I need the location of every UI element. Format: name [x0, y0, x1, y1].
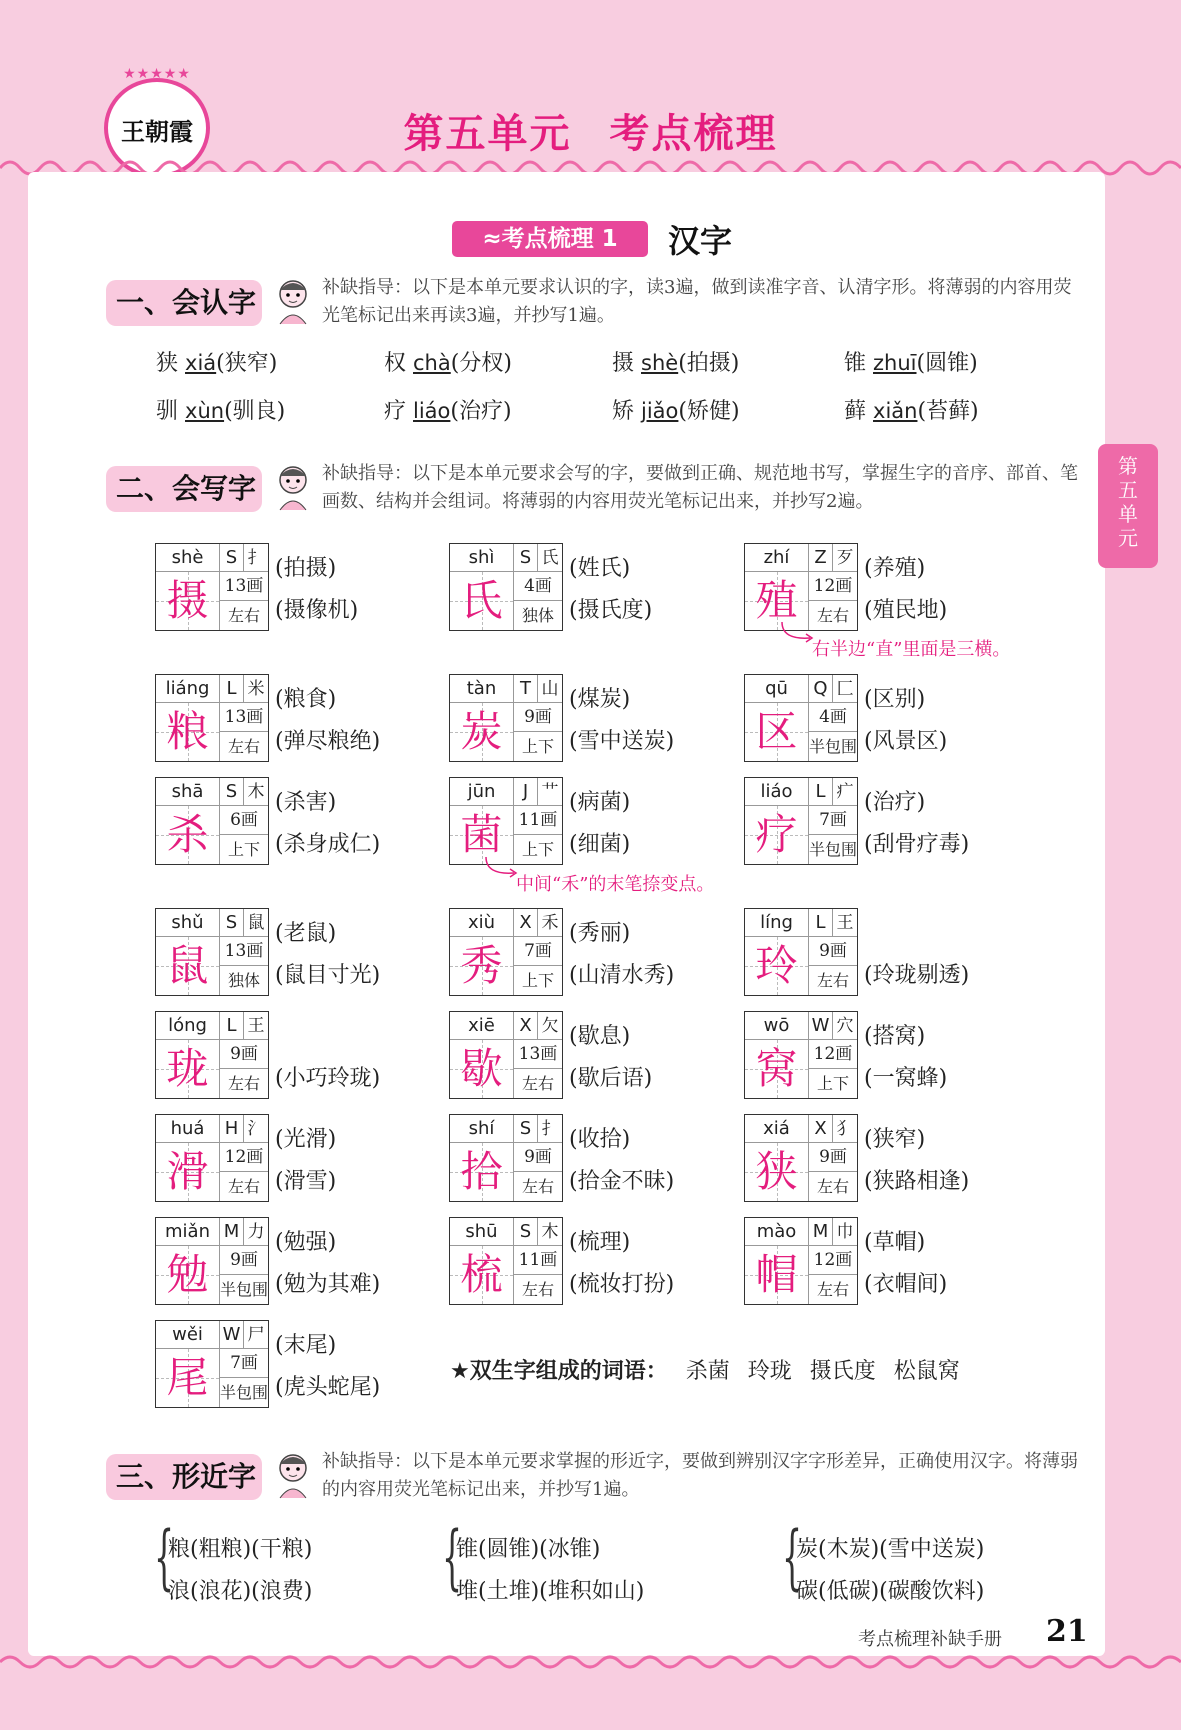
rec-pinyin: xiǎn [873, 399, 918, 423]
card-strokes: 9画 [220, 1246, 268, 1275]
card-initial: S [220, 909, 244, 937]
card-word: (煤炭) [569, 687, 631, 712]
card-char-text: 窝 [755, 1044, 798, 1093]
card-word: (收拾) [569, 1127, 631, 1152]
card-structure: 上下 [816, 1074, 849, 1093]
footer-title: 考点梳理补缺手册 [858, 1629, 1002, 1650]
card-initial: L [220, 675, 244, 703]
char-card [449, 908, 563, 996]
char-card [155, 1114, 269, 1202]
char-card [744, 674, 858, 762]
double-word: 摄氏度 [809, 1359, 876, 1384]
card-word: (杀害) [275, 790, 337, 815]
rec-char: 疗 [384, 399, 407, 424]
part1-heading: 一、会认字 [106, 280, 262, 326]
card-radical: 力 [244, 1218, 268, 1246]
char-card [449, 1011, 563, 1099]
kid-icon [272, 276, 314, 326]
card-structure: 左右 [816, 1280, 849, 1299]
card-radical: 木 [538, 1218, 562, 1246]
card-pinyin: shì [450, 544, 514, 572]
card-strokes: 9画 [809, 937, 857, 966]
double-char-label: ★双生字组成的词语： [450, 1359, 668, 1384]
part3-guide: 补缺指导：以下是本单元要求掌握的形近字，要做到辨别汉字字形差异，正确使用汉字。将薄弱的内容用荧光笔标记出来，并抄写1遍。 [322, 1451, 1078, 1500]
rec-pinyin: shè [641, 351, 679, 375]
card-char-text: 帽 [755, 1250, 798, 1299]
card-char [156, 937, 220, 995]
char-card [449, 777, 563, 865]
card-radical: 扌 [244, 544, 268, 572]
char-card [449, 1114, 563, 1202]
card-word: (梳妆打扮) [569, 1272, 675, 1297]
card-structure: 左右 [227, 737, 260, 756]
card-word: (歇后语) [569, 1066, 653, 1091]
card-strokes: 7画 [220, 1349, 268, 1378]
char-card [744, 1217, 858, 1305]
card-initial: L [220, 1012, 244, 1040]
tip-note: 右半边“直”里面是三横。 [812, 639, 1011, 660]
card-strokes: 7画 [809, 806, 857, 835]
char-card [155, 1011, 269, 1099]
card-radical: 歹 [833, 544, 857, 572]
card-char [156, 703, 220, 761]
rec-word: (矫健) [678, 399, 740, 424]
card-char-text: 拾 [460, 1147, 503, 1196]
card-initial: S [514, 1115, 538, 1143]
rec-word: (拍摄) [678, 351, 740, 376]
card-char-text: 珑 [166, 1044, 209, 1093]
char-card [155, 777, 269, 865]
similar-char-line: 堆(土堆)(堆积如山) [456, 1579, 645, 1604]
char-card [155, 674, 269, 762]
card-word: (粮食) [275, 687, 337, 712]
card-pinyin: shǔ [156, 909, 220, 937]
card-structure: 左右 [521, 1177, 554, 1196]
card-char-text: 菌 [460, 810, 503, 859]
card-word: (勉为其难) [275, 1272, 381, 1297]
card-strokes: 4画 [809, 703, 857, 732]
card-pinyin: wō [745, 1012, 809, 1040]
page-number: 21 [1046, 1614, 1088, 1649]
double-word: 杀菌 [685, 1359, 730, 1384]
double-word: 松鼠窝 [893, 1359, 960, 1384]
rec-pinyin: chà [413, 351, 451, 375]
card-strokes: 13画 [220, 703, 268, 732]
card-strokes: 9画 [809, 1143, 857, 1172]
card-pinyin: miǎn [156, 1218, 220, 1246]
card-word: (玲珑剔透) [864, 963, 970, 988]
card-char-text: 炭 [460, 707, 503, 756]
card-initial: X [809, 1115, 833, 1143]
card-initial: L [809, 778, 833, 806]
card-initial: H [220, 1115, 244, 1143]
card-char-text: 氏 [460, 576, 503, 625]
brace-icon: { [154, 1516, 175, 1598]
card-initial: J [514, 778, 538, 806]
card-strokes: 4画 [514, 572, 562, 601]
card-word: (一窝蜂) [864, 1066, 948, 1091]
card-word: (山清水秀) [569, 963, 675, 988]
card-strokes: 9画 [514, 1143, 562, 1172]
card-char-text: 殖 [755, 576, 798, 625]
rec-pinyin: zhuī [873, 351, 917, 375]
card-initial: M [809, 1218, 833, 1246]
card-word: (摄像机) [275, 598, 359, 623]
recognition-item [844, 394, 979, 425]
card-pinyin: mào [745, 1218, 809, 1246]
card-strokes: 13画 [514, 1040, 562, 1069]
card-structure: 半包围 [220, 1280, 269, 1299]
logo-text: 王朝霞 [121, 117, 193, 146]
card-word: (杀身成仁) [275, 832, 381, 857]
card-char [450, 1143, 514, 1201]
card-structure: 左右 [521, 1074, 554, 1093]
card-char [450, 703, 514, 761]
card-pinyin: shū [450, 1218, 514, 1246]
card-pinyin: shā [156, 778, 220, 806]
rec-word: (治疗) [450, 399, 512, 424]
card-structure: 上下 [227, 840, 260, 859]
similar-char-line: 炭(木炭)(雪中送炭) [796, 1537, 985, 1562]
card-word: (光滑) [275, 1127, 337, 1152]
card-pinyin: zhí [745, 544, 809, 572]
card-radical: 氏 [538, 544, 562, 572]
card-char [450, 806, 514, 864]
card-char [745, 1143, 809, 1201]
card-char-text: 区 [755, 707, 798, 756]
card-radical: 山 [538, 675, 562, 703]
card-initial: X [514, 1012, 538, 1040]
tip-note: 中间“禾”的末笔捺变点。 [516, 874, 715, 895]
card-word: (病菌) [569, 790, 631, 815]
card-word: (拍摄) [275, 556, 337, 581]
char-card [744, 543, 858, 631]
card-strokes: 13画 [220, 937, 268, 966]
card-word: (梳理) [569, 1230, 631, 1255]
card-word: (老鼠) [275, 921, 337, 946]
part2-guide: 补缺指导：以下是本单元要求会写的字，要做到正确、规范地书写，掌握生字的音序、部首、笔画数、结构并会组词。将薄弱的内容用荧光笔标记出来，并抄写2遍。 [322, 463, 1078, 512]
card-char [156, 1246, 220, 1304]
card-initial: W [809, 1012, 833, 1040]
card-char [450, 572, 514, 630]
card-strokes: 7画 [514, 937, 562, 966]
card-pinyin: liáng [156, 675, 220, 703]
card-radical: 尸 [244, 1321, 268, 1349]
card-structure: 上下 [521, 737, 554, 756]
card-char [745, 1246, 809, 1304]
rec-char: 驯 [156, 399, 179, 424]
card-word: (风景区) [864, 729, 948, 754]
card-word: (拾金不昧) [569, 1169, 675, 1194]
card-word: (治疗) [864, 790, 926, 815]
card-initial: S [514, 1218, 538, 1246]
card-char [156, 806, 220, 864]
card-structure: 半包围 [809, 737, 858, 756]
brace-icon: { [782, 1516, 803, 1598]
recognition-item [384, 394, 512, 425]
card-strokes: 12画 [220, 1143, 268, 1172]
card-char-text: 勉 [166, 1250, 209, 1299]
card-char-text: 玲 [755, 941, 798, 990]
rec-word: (分杈) [450, 351, 512, 376]
card-word: (殖民地) [864, 598, 948, 623]
card-word: (勉强) [275, 1230, 337, 1255]
recognition-item [156, 346, 277, 377]
card-char [450, 1246, 514, 1304]
card-structure: 左右 [816, 1177, 849, 1196]
card-word: (区别) [864, 687, 926, 712]
card-structure: 半包围 [220, 1383, 269, 1402]
similar-char-line: 粮(粗粮)(干粮) [168, 1537, 313, 1562]
card-char [450, 1040, 514, 1098]
card-char-text: 狭 [755, 1147, 798, 1196]
part3-heading: 三、形近字 [106, 1454, 262, 1500]
card-word: (刮骨疗毒) [864, 832, 970, 857]
card-pinyin: shí [450, 1115, 514, 1143]
page-title: 第五单元 考点梳理 [403, 111, 778, 157]
unit-side-tab-label: 第五单元 [1118, 454, 1138, 550]
card-structure: 左右 [521, 1280, 554, 1299]
card-radical: 扌 [538, 1115, 562, 1143]
part2-heading: 二、会写字 [106, 466, 262, 512]
card-initial: S [514, 544, 538, 572]
card-char-text: 疗 [755, 810, 798, 859]
card-initial: M [220, 1218, 244, 1246]
part1-guide: 补缺指导：以下是本单元要求认识的字，读3遍，做到读准字音、认清字形。将薄弱的内容用荧光笔标记出来再读3遍，并抄写1遍。 [322, 277, 1072, 326]
bottom-wave-border [0, 1652, 1181, 1676]
card-char [156, 1349, 220, 1407]
card-char [156, 1040, 220, 1098]
card-radical: 木 [244, 778, 268, 806]
card-word: (细菌) [569, 832, 631, 857]
card-pinyin: huá [156, 1115, 220, 1143]
card-structure: 左右 [816, 971, 849, 990]
card-strokes: 12画 [809, 572, 857, 601]
card-initial: T [514, 675, 538, 703]
card-initial: L [809, 909, 833, 937]
card-radical: 鼠 [244, 909, 268, 937]
card-pinyin: xiē [450, 1012, 514, 1040]
card-word: (草帽) [864, 1230, 926, 1255]
rec-char: 锥 [844, 351, 867, 376]
card-initial: Q [809, 675, 833, 703]
card-char [745, 1040, 809, 1098]
card-strokes: 6画 [220, 806, 268, 835]
card-char [156, 1143, 220, 1201]
rec-char: 狭 [156, 351, 179, 376]
card-char [450, 937, 514, 995]
card-pinyin: qū [745, 675, 809, 703]
card-word: (狭窄) [864, 1127, 926, 1152]
card-pinyin: lóng [156, 1012, 220, 1040]
card-char-text: 杀 [166, 810, 209, 859]
card-char [745, 937, 809, 995]
card-structure: 上下 [521, 840, 554, 859]
recognition-item [844, 346, 978, 377]
kid-icon [272, 462, 314, 512]
card-word: (狭路相逢) [864, 1169, 970, 1194]
rec-word: (苔藓) [917, 399, 979, 424]
card-pinyin: xiá [745, 1115, 809, 1143]
double-char-words [450, 1354, 960, 1385]
card-pinyin: tàn [450, 675, 514, 703]
card-structure: 上下 [521, 971, 554, 990]
card-pinyin: liáo [745, 778, 809, 806]
card-word: (滑雪) [275, 1169, 337, 1194]
card-char-text: 秀 [460, 941, 503, 990]
card-char-text: 歇 [460, 1044, 503, 1093]
card-char-text: 摄 [166, 576, 209, 625]
card-word: (末尾) [275, 1333, 337, 1358]
card-word: (小巧玲珑) [275, 1066, 381, 1091]
card-strokes: 12画 [809, 1246, 857, 1275]
rec-pinyin: jiǎo [641, 399, 679, 423]
rec-pinyin: liáo [413, 399, 451, 423]
card-structure: 左右 [227, 1074, 260, 1093]
rec-char: 权 [384, 351, 407, 376]
card-radical: 米 [244, 675, 268, 703]
char-card [449, 674, 563, 762]
recognition-item [384, 346, 512, 377]
char-card [744, 908, 858, 996]
card-radical: 氵 [244, 1115, 268, 1143]
card-radical: 疒 [833, 778, 857, 806]
card-char-text: 粮 [166, 707, 209, 756]
char-card [449, 543, 563, 631]
card-word: (摄氏度) [569, 598, 653, 623]
card-pinyin: xiù [450, 909, 514, 937]
char-card [155, 1320, 269, 1408]
char-card [449, 1217, 563, 1305]
card-word: (弹尽粮绝) [275, 729, 381, 754]
rec-word: (圆锥) [916, 351, 978, 376]
rec-word: (驯良) [224, 399, 286, 424]
card-word: (歇息) [569, 1024, 631, 1049]
recognition-item [156, 394, 285, 425]
card-strokes: 11画 [514, 806, 562, 835]
card-word: (秀丽) [569, 921, 631, 946]
card-radical: 王 [833, 909, 857, 937]
rec-char: 矫 [612, 399, 635, 424]
card-word: (虎头蛇尾) [275, 1375, 381, 1400]
card-initial: W [220, 1321, 244, 1349]
card-word: (鼠目寸光) [275, 963, 381, 988]
rec-word: (狭窄) [216, 351, 278, 376]
card-structure: 半包围 [809, 840, 858, 859]
card-char-text: 滑 [166, 1147, 209, 1196]
card-radical: 禾 [538, 909, 562, 937]
rec-pinyin: xùn [185, 399, 225, 423]
card-char-text: 梳 [460, 1250, 503, 1299]
card-initial: S [220, 778, 244, 806]
tip-arrow-icon [484, 857, 518, 883]
card-strokes: 11画 [514, 1246, 562, 1275]
card-word: (衣帽间) [864, 1272, 948, 1297]
card-radical: 匚 [833, 675, 857, 703]
card-word: (养殖) [864, 556, 926, 581]
card-structure: 左右 [227, 1177, 260, 1196]
double-word: 玲珑 [747, 1359, 792, 1384]
char-card [155, 543, 269, 631]
card-strokes: 12画 [809, 1040, 857, 1069]
brace-icon: { [442, 1516, 463, 1598]
card-word: (雪中送炭) [569, 729, 675, 754]
card-word: (姓氏) [569, 556, 631, 581]
card-initial: S [220, 544, 244, 572]
card-pinyin: shè [156, 544, 220, 572]
char-card [744, 1114, 858, 1202]
card-initial: Z [809, 544, 833, 572]
card-strokes: 13画 [220, 572, 268, 601]
card-structure: 左右 [227, 606, 260, 625]
card-char [745, 703, 809, 761]
card-word: (搭窝) [864, 1024, 926, 1049]
similar-char-line: 锥(圆锥)(冰锥) [456, 1537, 601, 1562]
card-pinyin: wěi [156, 1321, 220, 1349]
rec-pinyin: xiá [185, 351, 217, 375]
card-char [156, 572, 220, 630]
recognition-item [612, 394, 740, 425]
char-card [744, 777, 858, 865]
similar-char-line: 浪(浪花)(浪费) [168, 1579, 313, 1604]
section-title: 汉字 [668, 222, 733, 260]
card-char-text: 鼠 [166, 941, 209, 990]
card-radical: 巾 [833, 1218, 857, 1246]
card-strokes: 9画 [514, 703, 562, 732]
section-badge: ≈考点梳理 1 [452, 221, 648, 257]
similar-char-line: 碳(低碳)(碳酸饮料) [796, 1579, 985, 1604]
card-structure: 左右 [816, 606, 849, 625]
card-radical: 犭 [833, 1115, 857, 1143]
char-card [744, 1011, 858, 1099]
card-radical: 王 [244, 1012, 268, 1040]
logo-stars: ★★★★★ [123, 66, 191, 82]
card-initial: X [514, 909, 538, 937]
card-structure: 独体 [521, 606, 554, 625]
card-char-text: 尾 [166, 1353, 209, 1402]
card-strokes: 9画 [220, 1040, 268, 1069]
card-radical: 欠 [538, 1012, 562, 1040]
tip-arrow-icon [780, 622, 814, 648]
card-radical: 穴 [833, 1012, 857, 1040]
card-structure: 独体 [227, 971, 260, 990]
char-card [155, 1217, 269, 1305]
unit-side-tab[interactable] [1098, 444, 1158, 568]
card-radical: 艹 [538, 778, 562, 806]
rec-char: 摄 [612, 351, 635, 376]
kid-icon [272, 1450, 314, 1500]
recognition-item [612, 346, 739, 377]
card-pinyin: líng [745, 909, 809, 937]
card-pinyin: jūn [450, 778, 514, 806]
rec-char: 藓 [844, 399, 867, 424]
card-char [745, 806, 809, 864]
char-card [155, 908, 269, 996]
